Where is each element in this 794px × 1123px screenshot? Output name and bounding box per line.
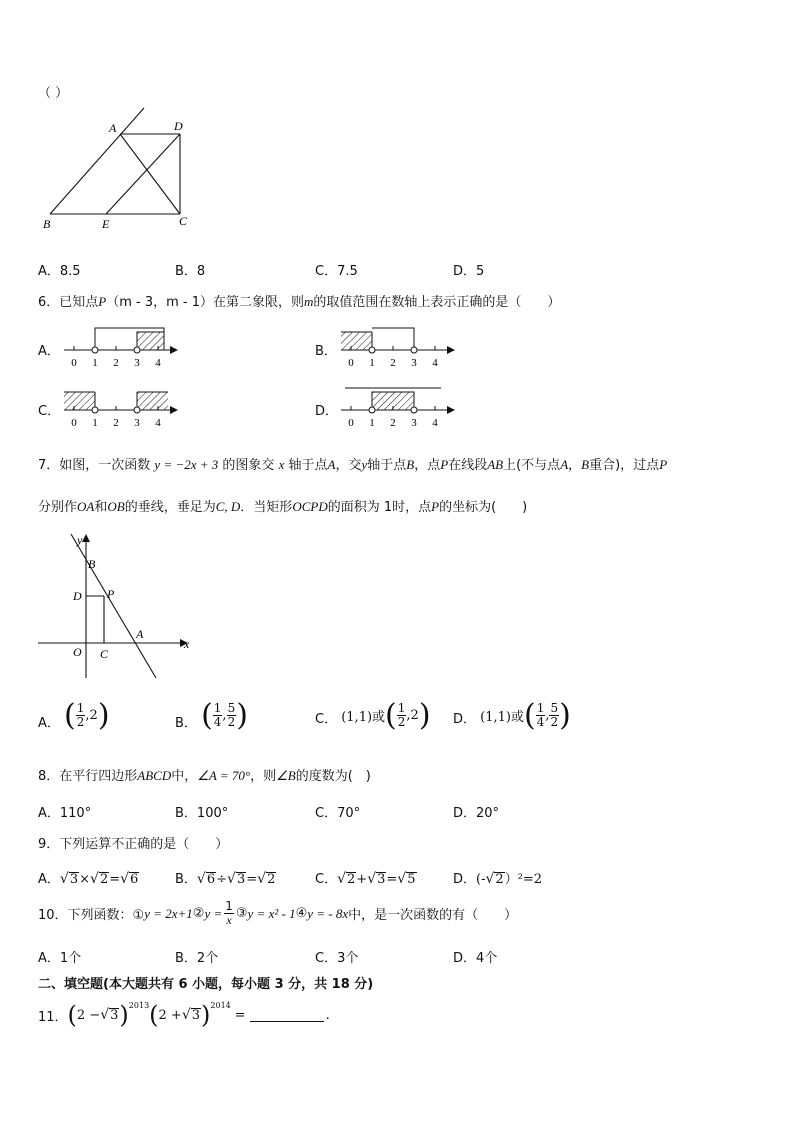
- q7-figure-coordinate: [34, 532, 194, 680]
- q9-option-c[interactable]: C． √ 2 + √ 3 = √ 5: [315, 871, 416, 887]
- q6-option-a-numberline[interactable]: [62, 324, 182, 372]
- q10-stem: 10．下列函数：① y = 2x+1 ② y = $\frac{1}{x}$ ③ y = x² - 1 ④ y = - 8x 中，是一次函数的有（ ）: [38, 899, 518, 927]
- q5-label-a: A: [109, 121, 117, 135]
- q5-figure-parallelogram: [40, 108, 210, 233]
- q10-option-a[interactable]: A．1个: [38, 951, 82, 966]
- q6-option-d-numberline[interactable]: [339, 384, 459, 432]
- svg-text:2: 2: [113, 357, 119, 369]
- svg-text:4: 4: [155, 417, 161, 429]
- q7-label-a: A: [136, 627, 144, 641]
- q8-option-d[interactable]: D．20°: [453, 806, 500, 821]
- q8-option-a[interactable]: A．110°: [38, 806, 92, 821]
- q7-label-p: P: [107, 587, 115, 601]
- q7-label-d: D: [73, 589, 82, 603]
- q7-label-x: x: [184, 637, 190, 651]
- q5-option-d[interactable]: D．5: [453, 264, 485, 279]
- svg-text:0: 0: [348, 357, 354, 369]
- svg-text:3: 3: [134, 357, 140, 369]
- q7-option-a[interactable]: A． ( $\frac{1}{2}$ ,2 ): [38, 698, 110, 733]
- q5-label-b: B: [43, 217, 51, 231]
- q6-option-b-letter[interactable]: B．: [315, 344, 337, 359]
- q7-label-b: B: [88, 557, 96, 571]
- svg-text:2: 2: [390, 357, 396, 369]
- q9-option-a[interactable]: A． √ 3 × √ 2 = √ 6: [38, 871, 139, 887]
- q6-option-b-numberline[interactable]: [339, 324, 459, 372]
- q5-option-b[interactable]: B．8: [175, 264, 206, 279]
- svg-text:4: 4: [155, 357, 161, 369]
- q7-option-b[interactable]: B． ( $\frac{1}{4}$ , $\frac{5}{2}$ ): [175, 698, 248, 733]
- section-2-title: 二、填空题(本大题共有 6 小题，每小题 3 分，共 18 分): [38, 977, 374, 992]
- svg-text:3: 3: [134, 417, 140, 429]
- svg-text:4: 4: [432, 357, 438, 369]
- q6-stem: 6．已知点P（m - 3，m - 1）在第二象限，则m的取值范围在数轴上表示正确的是（ ）: [38, 294, 561, 310]
- q5-label-c: C: [179, 214, 188, 228]
- q5-label-e: E: [102, 217, 110, 231]
- q9-option-b[interactable]: B． √ 6 ÷ √ 3 = √ 2: [175, 871, 276, 887]
- q10-option-d[interactable]: D．4个: [453, 951, 498, 966]
- svg-text:0: 0: [71, 357, 77, 369]
- q9-option-d[interactable]: D．(- √ 2 ）²=2: [453, 871, 543, 887]
- svg-text:1: 1: [92, 357, 98, 369]
- q8-stem: 8．在平行四边形ABCD中，∠A = 70°，则∠B的度数为( ): [38, 768, 371, 784]
- q5-label-d: D: [174, 119, 183, 133]
- q10-option-b[interactable]: B．2个: [175, 951, 219, 966]
- svg-text:2: 2: [390, 417, 396, 429]
- svg-text:1: 1: [369, 357, 375, 369]
- q6-option-c-letter[interactable]: C．: [38, 404, 61, 419]
- q6-option-a-letter[interactable]: A．: [38, 344, 60, 359]
- svg-text:0: 0: [71, 417, 77, 429]
- q6-option-d-letter[interactable]: D．: [315, 404, 339, 419]
- q5-option-a[interactable]: A．8.5: [38, 264, 81, 279]
- q8-option-c[interactable]: C．70°: [315, 806, 361, 821]
- svg-text:1: 1: [92, 417, 98, 429]
- q8-option-b[interactable]: B．100°: [175, 806, 229, 821]
- q5-answer-paren: （ ）: [38, 86, 69, 101]
- q7-stem-line2: 分别作OA和OB的垂线，垂足为C, D．当矩形OCPD的面积为 1时，点P的坐标为( ): [38, 499, 528, 515]
- q6-option-c-numberline[interactable]: [62, 384, 182, 432]
- svg-text:4: 4: [432, 417, 438, 429]
- q9-stem: 9．下列运算不正确的是（ ）: [38, 837, 229, 852]
- q7-label-o: O: [73, 645, 82, 659]
- svg-text:3: 3: [411, 417, 417, 429]
- q7-label-c: C: [100, 647, 109, 661]
- q11-answer-blank[interactable]: [250, 1009, 324, 1022]
- q11-expression: 11． ( 2 − √ 3 ) $^{2013}$ ( 2 + √ 3 ) $^{2014}$ = .: [38, 1001, 330, 1029]
- q10-option-c[interactable]: C．3个: [315, 951, 359, 966]
- svg-text:3: 3: [411, 357, 417, 369]
- q5-option-c[interactable]: C．7.5: [315, 264, 358, 279]
- q7-label-y: y: [77, 533, 83, 547]
- svg-text:2: 2: [113, 417, 119, 429]
- q7-option-c[interactable]: C． (1,1)或 ( $\frac{1}{2}$ ,2 ): [315, 698, 431, 733]
- q7-stem-line1: 7．如图，一次函数 y = −2x + 3 的图象交 x 轴于点A，交y轴于点B，点P在线段AB上(不与点A，B重合)，过点P: [38, 457, 668, 473]
- q7-option-d[interactable]: D． (1,1)或 ( $\frac{1}{4}$ , $\frac{5}{2}$ ): [453, 698, 571, 733]
- svg-text:0: 0: [348, 417, 354, 429]
- svg-text:1: 1: [369, 417, 375, 429]
